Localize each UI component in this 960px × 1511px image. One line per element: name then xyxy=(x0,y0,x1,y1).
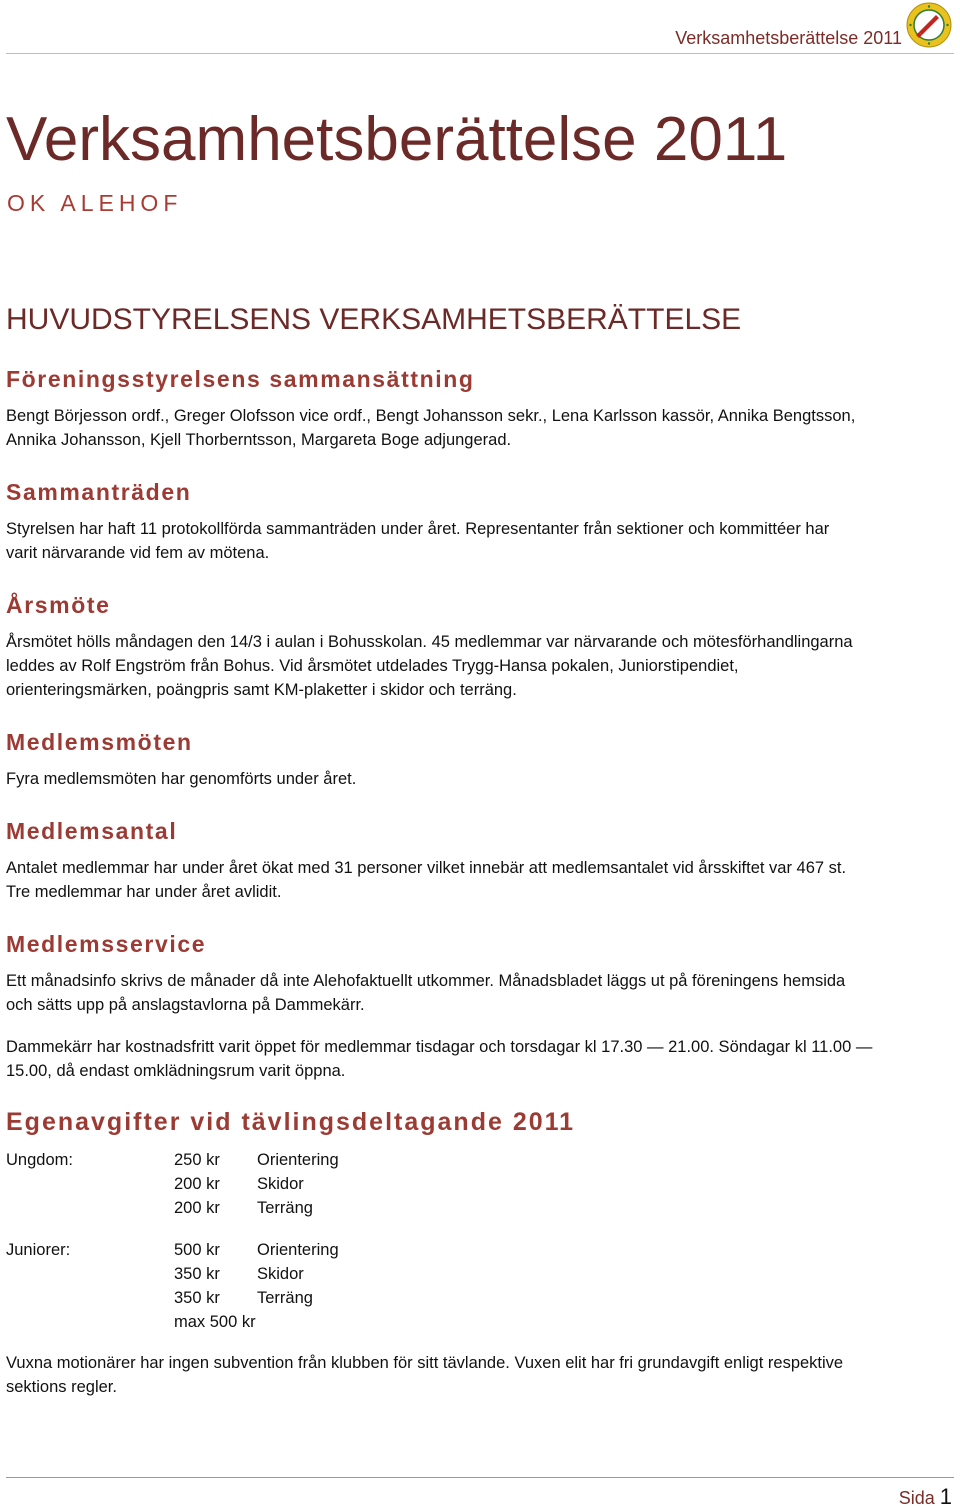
fee-amount: 500 kr xyxy=(174,1241,220,1259)
fee-amount-max: max 500 kr xyxy=(174,1313,256,1331)
medlemsservice-paragraph-1 xyxy=(6,969,946,1017)
fee-type: Orientering xyxy=(257,1241,339,1259)
page-number xyxy=(899,1484,952,1510)
text-line: och sätts upp på anslagstavlorna på Dammekärr. xyxy=(6,996,365,1014)
section-heading-egenavgifter: Egenavgifter vid tävlingsdeltagande 2011 xyxy=(6,1108,576,1136)
section-heading-medlemsmoten: Medlemsmöten xyxy=(6,729,193,755)
medlemsantal-paragraph xyxy=(6,856,946,904)
text-line: Antalet medlemmar har under året ökat med 31 personer vilket innebär att medlemsantalet vid årsskiftet var 467 st. xyxy=(6,859,847,877)
page-number-value: 1 xyxy=(939,1484,952,1509)
text-line: Fyra medlemsmöten har genomförts under året. xyxy=(6,770,357,788)
fee-amount: 350 kr xyxy=(174,1265,220,1283)
egenavgifter-note xyxy=(6,1351,946,1399)
medlemsmoten-paragraph xyxy=(6,767,946,791)
medlemsservice-paragraph-2 xyxy=(6,1035,946,1083)
arsmote-paragraph xyxy=(6,630,946,702)
document-title: Verksamhetsberättelse 2011 xyxy=(6,105,788,174)
fee-category-juniorer: Juniorer: xyxy=(6,1241,71,1259)
fee-category-ungdom: Ungdom: xyxy=(6,1151,73,1169)
text-line: orienteringsmärken, poängpris samt KM-plaketter i skidor och terräng. xyxy=(6,681,517,699)
fee-type: Orientering xyxy=(257,1151,339,1169)
section-heading-arsmote: Årsmöte xyxy=(6,592,111,618)
header-divider xyxy=(6,53,954,54)
text-line: Bengt Börjesson ordf., Greger Olofsson vice ordf., Bengt Johansson sekr., Lena Karlsson kassör, Annika Bengtsson, xyxy=(6,407,856,425)
main-heading: HUVUDSTYRELSENS VERKSAMHETSBERÄTTELSE xyxy=(6,303,742,336)
section-heading-medlemsservice: Medlemsservice xyxy=(6,931,207,957)
fee-type: Terräng xyxy=(257,1289,313,1307)
fee-type: Skidor xyxy=(257,1175,304,1193)
text-line: Annika Johansson, Kjell Thorberntsson, Margareta Boge adjungerad. xyxy=(6,431,512,449)
text-line: Årsmötet hölls måndagen den 14/3 i aulan i Bohusskolan. 45 medlemmar var närvarande och mötesförhandlingarna xyxy=(6,633,853,651)
fee-amount: 200 kr xyxy=(174,1175,220,1193)
text-line: varit närvarande vid fem av mötena. xyxy=(6,544,270,562)
section-heading-sammantraden: Sammanträden xyxy=(6,479,192,505)
club-emblem-icon xyxy=(906,2,952,48)
text-line: 15.00, då endast omklädningsrum varit öppna. xyxy=(6,1062,346,1080)
text-line: sektions regler. xyxy=(6,1378,117,1396)
styrelse-paragraph xyxy=(6,404,946,452)
fee-amount: 350 kr xyxy=(174,1289,220,1307)
text-line: Dammekärr har kostnadsfritt varit öppet för medlemmar tisdagar och torsdagar kl 17.30 — 21.00. Söndagar kl 11.00 — xyxy=(6,1038,873,1056)
fee-amount: 250 kr xyxy=(174,1151,220,1169)
footer-divider xyxy=(6,1477,954,1478)
page-label: Sida xyxy=(898,1488,935,1508)
section-heading-styrelse: Föreningsstyrelsens sammansättning xyxy=(6,366,475,392)
text-line: Tre medlemmar har under året avlidit. xyxy=(6,883,282,901)
fee-type: Terräng xyxy=(257,1199,313,1217)
organization-name: OK ALEHOF xyxy=(7,190,183,216)
text-line: leddes av Rolf Engström från Bohus. Vid årsmötet utdelades Trygg-Hansa pokalen, Juniorstipendiet, xyxy=(6,657,739,675)
text-line: Vuxna motionärer har ingen subvention från klubben för sitt tävlande. Vuxen elit har fri grundavgift enligt respektive xyxy=(6,1354,844,1372)
running-header-title: Verksamhetsberättelse 2011 xyxy=(675,28,902,48)
sammantraden-paragraph xyxy=(6,517,946,565)
fee-amount: 200 kr xyxy=(174,1199,220,1217)
section-heading-medlemsantal: Medlemsantal xyxy=(6,818,178,844)
fee-type: Skidor xyxy=(257,1265,304,1283)
text-line: Styrelsen har haft 11 protokollförda sammanträden under året. Representanter från sektioner och kommittéer har xyxy=(6,520,830,538)
text-line: Ett månadsinfo skrivs de månader då inte Alehofaktuellt utkommer. Månadsbladet läggs ut på föreningens hemsida xyxy=(6,972,846,990)
